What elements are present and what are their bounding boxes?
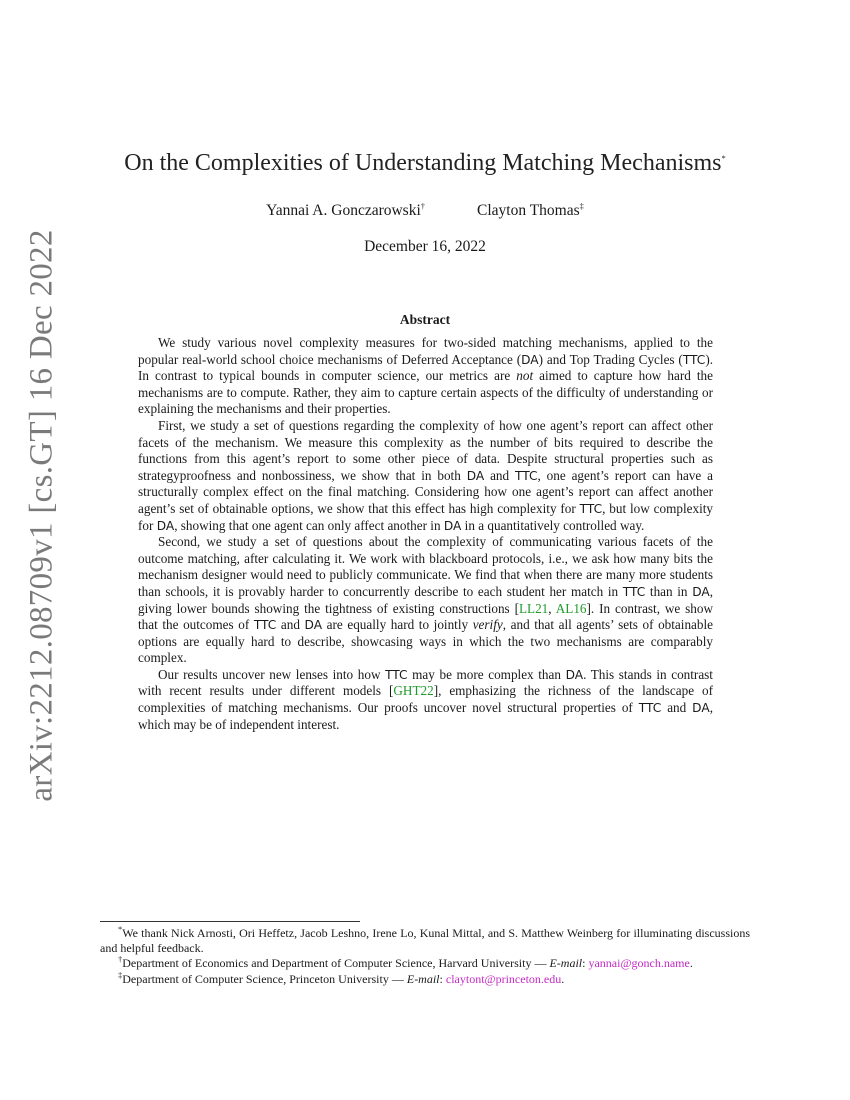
- arxiv-stamp-text: arXiv:2212.08709v1 [cs.GT] 16 Dec 2022: [23, 228, 60, 802]
- mechanism-da: DA: [692, 584, 710, 599]
- author-name: Clayton Thomas: [477, 202, 580, 219]
- abstract-heading: Abstract: [399, 312, 451, 327]
- mechanism-da: DA: [565, 667, 584, 682]
- paper-title: [0, 150, 850, 177]
- email-link[interactable]: claytont@princeton.edu: [445, 971, 562, 986]
- citation-link[interactable]: GHT22: [393, 683, 434, 699]
- mechanism-ttc: TTC: [682, 352, 706, 367]
- arxiv-identifier-stamp: [20, 228, 64, 802]
- footnote-author-2: ‡Department of Computer Science, Princeton University — E-mail: claytont@princeton.edu.: [118, 969, 565, 986]
- mechanism-ttc: TTC: [579, 501, 603, 516]
- email-label: E-mail: [406, 971, 440, 986]
- paper-date: December 16, 2022: [364, 238, 486, 255]
- author-footnote-mark: †: [420, 200, 426, 211]
- emphasis-verify: verify: [472, 617, 503, 633]
- abstract-paragraph-1: We study various novel complexity measures for two-sided matching mechanisms, applied to the popular real-world school choice mechanisms of Deferred Acceptance (DA) and Top Trading Cycles (TTC). In contrast to typical bounds in computer science, our metrics are not aimed to capture how hard the mechanisms are to compute. Rather, they aim to capture certain aspects of the difficulty of understanding or explaining the mechanisms and their properties.: [138, 335, 714, 417]
- mechanism-da: DA: [304, 618, 323, 633]
- email-link[interactable]: yannai@gonch.name: [588, 956, 690, 971]
- footnote-author-1: †Department of Economics and Department of Computer Science, Harvard University — E-mail: yannai@gonch.name.: [118, 954, 693, 971]
- abstract-paragraph-4: Our results uncover new lenses into how TTC may be more complex than DA. This stands in contrast with recent results under different models [GHT22], emphasizing the richness of the landscape of complexities of matching mechanisms. Our proofs uncover novel structural properties of TTC and DA, which may be of independent interest.: [138, 666, 713, 732]
- paper-title-text: On the Complexities of Understanding Matching Mechanisms: [124, 150, 722, 176]
- footnote-divider: [100, 921, 360, 922]
- mechanism-ttc: TTC: [638, 701, 662, 716]
- footnote-mark: *: [118, 924, 123, 934]
- mechanism-da: DA: [443, 518, 462, 533]
- mechanism-da: DA: [521, 352, 539, 367]
- mechanism-da: DA: [156, 518, 175, 533]
- abstract-paragraph-3: Second, we study a set of questions about the complexity of communicating various facets of the outcome matching, after calculating it. We work with blackboard protocols, i.e., we ask how many bits the mechanism designer would need to publicly communicate. We find that when there are many more students than schools, it is provably harder to concurrently describe to each student her match in TTC than in DA, giving lower bounds showing the tightness of existing constructions [LL21, AL16]. In contrast, we show that the outcomes of TTC and DA are equally hard to jointly verify, and that all agents’ sets of obtainable options are equally hard to describe, showcasing ways in which the two mechanisms are comparably complex.: [138, 534, 714, 666]
- mechanism-da: DA: [692, 701, 710, 716]
- abstract-paragraph-2: First, we study a set of questions regarding the complexity of how one agent’s report can affect other facets of the mechanism. We measure this complexity as the number of bits required to describe the functions from this agent’s report to some other piece of data. Despite structural properties such as strategyproofness and nonbossiness, we show that in both DA and TTC, one agent’s report can have a structurally complex effect on the final matching. Considering how one agent’s report can affect another agent’s set of obtainable options, we show that this effect has high complexity for TTC, but low complexity for DA, showing that one agent can only affect another in DA in a quantitatively controlled way.: [138, 417, 713, 533]
- mechanism-ttc: TTC: [253, 618, 277, 633]
- author-name: Yannai A. Gonczarowski: [266, 202, 421, 219]
- email-label: E-mail: [549, 956, 583, 971]
- footnote-mark: †: [118, 954, 123, 965]
- mechanism-ttc: TTC: [515, 468, 538, 483]
- title-footnote-mark: *: [721, 153, 726, 163]
- mechanism-ttc: TTC: [622, 584, 646, 599]
- citation-link[interactable]: LL21: [518, 600, 549, 616]
- mechanism-da: DA: [466, 468, 485, 483]
- footnote-acknowledgements: *We thank Nick Arnosti, Ori Heffetz, Jacob Leshno, Irene Lo, Kunal Mittal, and S. Matthew Weinberg for illuminating discussions and helpful feedback.: [100, 924, 750, 956]
- abstract-body: [138, 335, 713, 733]
- citation-link[interactable]: AL16: [555, 600, 587, 616]
- footnote-mark: ‡: [118, 969, 123, 980]
- mechanism-ttc: TTC: [385, 667, 408, 682]
- footnotes: [100, 926, 750, 987]
- emphasis-not: not: [516, 368, 534, 384]
- author-footnote-mark: ‡: [579, 200, 584, 211]
- author-list: [0, 202, 850, 220]
